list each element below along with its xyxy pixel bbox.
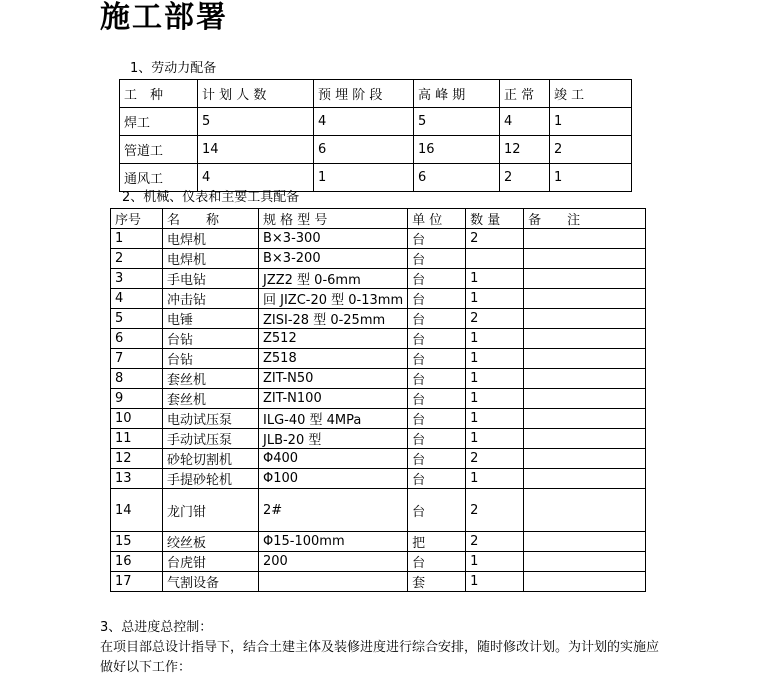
equipment-table-cell: ILG-40 型 4MPa	[259, 409, 408, 429]
labor-table-cell: 2	[550, 136, 632, 164]
equipment-table-cell: 台	[408, 389, 466, 409]
equipment-table-cell: 台	[408, 449, 466, 469]
equipment-table-row	[111, 389, 646, 409]
equipment-table-cell: 2	[466, 309, 524, 329]
equipment-table-cell: ZISI-28 型 0-25mm	[259, 309, 408, 329]
equipment-table-cell	[524, 532, 646, 552]
equipment-table-cell: 台	[408, 409, 466, 429]
equipment-table-cell: 砂轮切割机	[163, 449, 259, 469]
equipment-table-cell: 台	[408, 429, 466, 449]
equipment-table-cell: 龙门钳	[163, 489, 259, 532]
equipment-table-cell: ZIT-N50	[259, 369, 408, 389]
equipment-table-cell: B×3-200	[259, 249, 408, 269]
labor-table-cell: 焊工	[120, 108, 198, 136]
equipment-table-cell: 1	[466, 469, 524, 489]
labor-table-header-cell: 正 常	[500, 80, 550, 108]
equipment-table-cell: 1	[466, 429, 524, 449]
equipment-table-row	[111, 449, 646, 469]
labor-table-cell: 4	[314, 108, 414, 136]
equipment-table-cell: 16	[111, 552, 163, 572]
equipment-table-cell: 台	[408, 349, 466, 369]
equipment-table-cell: B×3-300	[259, 229, 408, 249]
equipment-table-cell: 2	[466, 229, 524, 249]
equipment-table-cell: 台钻	[163, 329, 259, 349]
equipment-table-row	[111, 229, 646, 249]
labor-table-cell: 1	[314, 164, 414, 192]
equipment-table-cell: 台	[408, 229, 466, 249]
labor-table-cell: 6	[414, 164, 500, 192]
equipment-table-cell: 200	[259, 552, 408, 572]
equipment-table-cell: 手电钻	[163, 269, 259, 289]
equipment-table-row	[111, 329, 646, 349]
equipment-table-header-cell: 序号	[111, 209, 163, 229]
section-3-paragraph: 在项目部总设计指导下，结合土建主体及装修进度进行综合安排，随时修改计划。为计划的实施应做好以下工作：	[100, 640, 660, 675]
equipment-table-cell: 电锤	[163, 309, 259, 329]
equipment-table-cell: JLB-20 型	[259, 429, 408, 449]
equipment-table-cell: 1	[466, 572, 524, 592]
labor-table-cell: 12	[500, 136, 550, 164]
equipment-table-cell: 11	[111, 429, 163, 449]
equipment-table-cell	[524, 429, 646, 449]
equipment-table-cell: 15	[111, 532, 163, 552]
equipment-table-cell	[524, 269, 646, 289]
equipment-table-cell: 10	[111, 409, 163, 429]
equipment-table-cell: 台虎钳	[163, 552, 259, 572]
equipment-table-cell	[466, 249, 524, 269]
equipment-table-cell: 冲击钻	[163, 289, 259, 309]
labor-table-header-cell: 计 划 人 数	[198, 80, 314, 108]
labor-table-cell: 16	[414, 136, 500, 164]
equipment-table-row	[111, 369, 646, 389]
labor-table-cell: 6	[314, 136, 414, 164]
equipment-table-cell: 1	[466, 389, 524, 409]
labor-table-row	[120, 136, 632, 164]
equipment-table-cell: 套丝机	[163, 369, 259, 389]
equipment-table-cell: 1	[466, 369, 524, 389]
equipment-table-cell	[524, 389, 646, 409]
equipment-table	[110, 208, 646, 592]
equipment-table-cell: 1	[466, 269, 524, 289]
equipment-table-cell: 台	[408, 269, 466, 289]
equipment-table-cell: 气割设备	[163, 572, 259, 592]
equipment-table-row	[111, 289, 646, 309]
labor-table-cell: 5	[198, 108, 314, 136]
section-1-heading: 1、劳动力配备	[130, 61, 217, 76]
equipment-table-cell: 手提砂轮机	[163, 469, 259, 489]
equipment-table-cell: 台	[408, 249, 466, 269]
labor-table-header-cell: 工 种	[120, 80, 198, 108]
labor-table-cell: 14	[198, 136, 314, 164]
labor-table-header-row	[120, 80, 632, 108]
equipment-table-cell: 台	[408, 489, 466, 532]
equipment-table-cell	[259, 572, 408, 592]
equipment-table-header-cell: 备 注	[524, 209, 646, 229]
equipment-table-cell: 绞丝板	[163, 532, 259, 552]
equipment-table-row	[111, 552, 646, 572]
equipment-table-cell: 套	[408, 572, 466, 592]
equipment-table-row	[111, 489, 646, 532]
equipment-table-cell: 5	[111, 309, 163, 329]
labor-table-header-cell: 预 埋 阶 段	[314, 80, 414, 108]
equipment-table-header-cell: 单 位	[408, 209, 466, 229]
equipment-table-cell: 1	[466, 552, 524, 572]
equipment-table-cell: 2	[466, 449, 524, 469]
labor-table-cell: 1	[550, 164, 632, 192]
equipment-table-cell: Z518	[259, 349, 408, 369]
equipment-table-cell	[524, 229, 646, 249]
equipment-table-cell: Φ400	[259, 449, 408, 469]
equipment-table-row	[111, 572, 646, 592]
equipment-table-cell: 电焊机	[163, 249, 259, 269]
equipment-table-cell: 电焊机	[163, 229, 259, 249]
equipment-table-cell: 1	[466, 409, 524, 429]
equipment-table-cell: 2#	[259, 489, 408, 532]
equipment-table-cell: 2	[466, 489, 524, 532]
equipment-table-row	[111, 409, 646, 429]
equipment-table-cell	[524, 309, 646, 329]
equipment-table-cell: 17	[111, 572, 163, 592]
equipment-table-cell	[524, 469, 646, 489]
equipment-table-cell	[524, 409, 646, 429]
equipment-table-cell: 4	[111, 289, 163, 309]
equipment-table-cell: 套丝机	[163, 389, 259, 409]
equipment-table-cell: 台	[408, 289, 466, 309]
equipment-table-cell: 9	[111, 389, 163, 409]
equipment-table-row	[111, 349, 646, 369]
labor-table-cell: 4	[198, 164, 314, 192]
equipment-table-cell	[524, 329, 646, 349]
equipment-table-cell: 台	[408, 552, 466, 572]
equipment-table-cell: 台	[408, 309, 466, 329]
equipment-table-cell: 台	[408, 329, 466, 349]
labor-table-cell: 1	[550, 108, 632, 136]
equipment-table-cell: ZIT-N100	[259, 389, 408, 409]
equipment-table-header-cell: 数 量	[466, 209, 524, 229]
equipment-table-cell: 手动试压泵	[163, 429, 259, 449]
equipment-table-row	[111, 532, 646, 552]
equipment-table-row	[111, 309, 646, 329]
equipment-table-cell	[524, 349, 646, 369]
labor-table-row	[120, 108, 632, 136]
equipment-table-cell: 2	[111, 249, 163, 269]
labor-table-cell: 通风工	[120, 164, 198, 192]
labor-table-cell: 2	[500, 164, 550, 192]
equipment-table-cell	[524, 572, 646, 592]
equipment-table-cell: 1	[466, 289, 524, 309]
equipment-table-cell	[524, 489, 646, 532]
equipment-table-cell: 台	[408, 469, 466, 489]
equipment-table-cell	[524, 449, 646, 469]
equipment-table-cell: 14	[111, 489, 163, 532]
equipment-table-row	[111, 249, 646, 269]
equipment-table-cell: JZZ2 型 0-6mm	[259, 269, 408, 289]
equipment-table-cell: 把	[408, 532, 466, 552]
equipment-table-cell: 台	[408, 369, 466, 389]
equipment-table-cell: 13	[111, 469, 163, 489]
equipment-table-cell: 回 JIZC-20 型 0-13mm	[259, 289, 408, 309]
section-3-heading: 3、总进度总控制：	[100, 620, 213, 635]
equipment-table-header-cell: 规 格 型 号	[259, 209, 408, 229]
equipment-table-header-cell: 名 称	[163, 209, 259, 229]
equipment-table-cell: 6	[111, 329, 163, 349]
equipment-table-cell: Φ100	[259, 469, 408, 489]
equipment-table-cell: 2	[466, 532, 524, 552]
labor-table-header-cell: 竣 工	[550, 80, 632, 108]
labor-table-cell: 5	[414, 108, 500, 136]
page-title: 施工部署	[100, 0, 228, 35]
section-2-heading: 2、机械、仪表和主要工具配备	[122, 190, 300, 205]
labor-table-header-cell: 高 峰 期	[414, 80, 500, 108]
equipment-table-cell	[524, 289, 646, 309]
equipment-table-cell: 1	[466, 349, 524, 369]
labor-table-cell: 4	[500, 108, 550, 136]
equipment-table-header-row	[111, 209, 646, 229]
equipment-table-cell: 12	[111, 449, 163, 469]
labor-table-row	[120, 164, 632, 192]
equipment-table-cell: 电动试压泵	[163, 409, 259, 429]
equipment-table-row	[111, 429, 646, 449]
equipment-table-cell: 3	[111, 269, 163, 289]
equipment-table-cell	[524, 369, 646, 389]
labor-table-cell: 管道工	[120, 136, 198, 164]
equipment-table-cell: 1	[111, 229, 163, 249]
equipment-table-cell	[524, 552, 646, 572]
equipment-table-cell: 1	[466, 329, 524, 349]
equipment-table-cell: 台钻	[163, 349, 259, 369]
equipment-table-row	[111, 469, 646, 489]
equipment-table-cell	[524, 249, 646, 269]
equipment-table-row	[111, 269, 646, 289]
equipment-table-cell: Φ15-100mm	[259, 532, 408, 552]
equipment-table-cell: Z512	[259, 329, 408, 349]
equipment-table-cell: 8	[111, 369, 163, 389]
labor-table	[119, 79, 632, 192]
equipment-table-cell: 7	[111, 349, 163, 369]
